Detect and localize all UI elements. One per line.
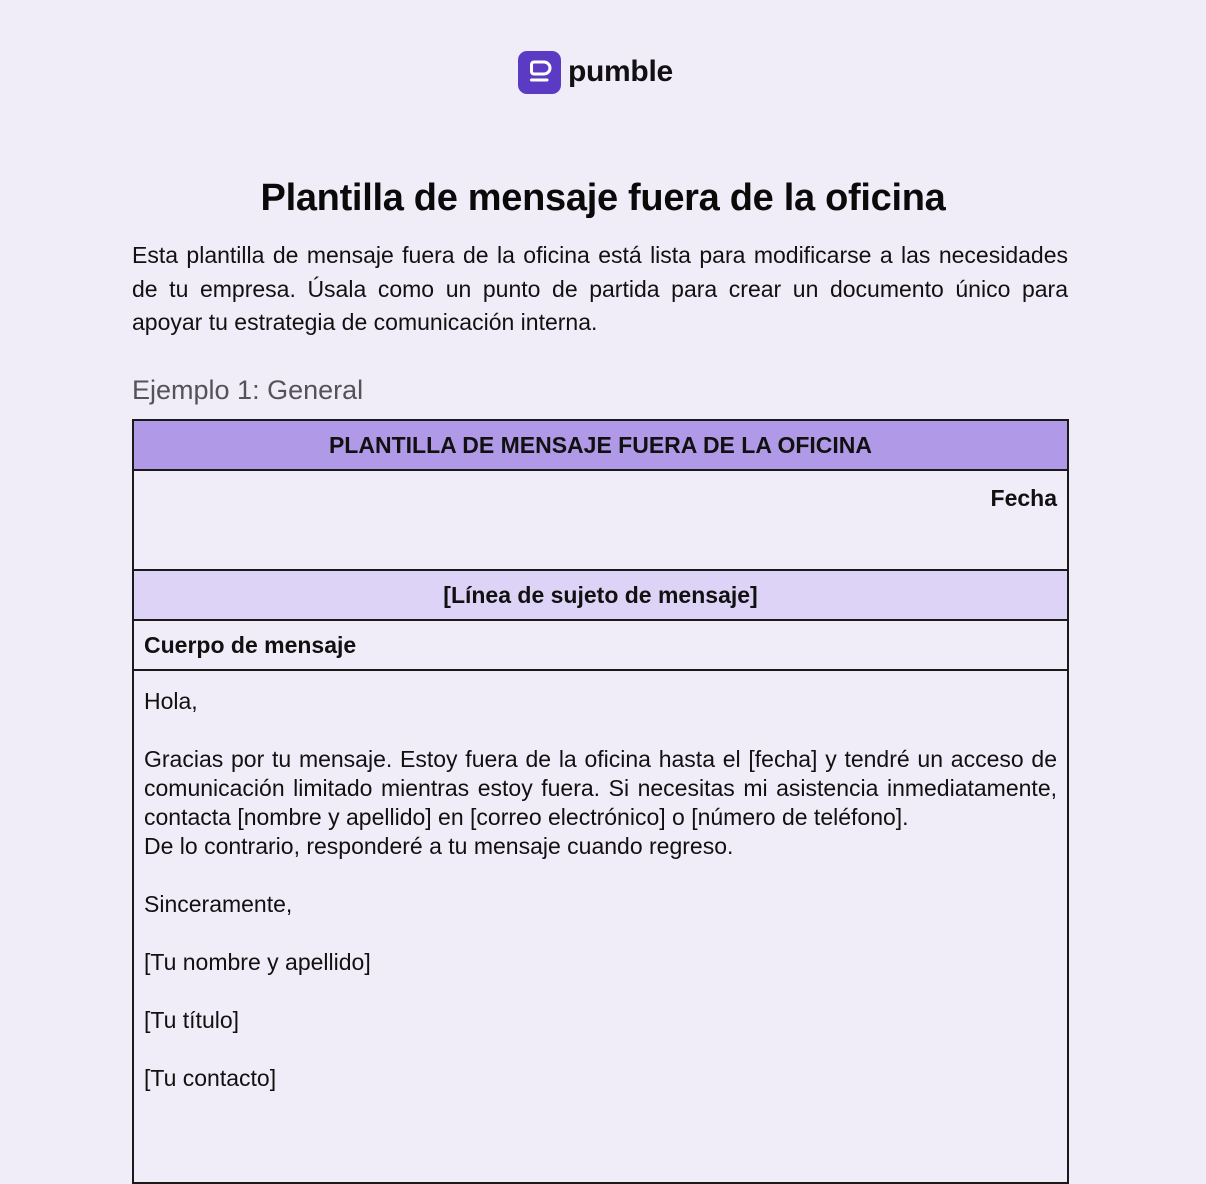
body-row xyxy=(133,670,1068,1183)
body-paragraph: Gracias por tu mensaje. Estoy fuera de la oficina hasta el [fecha] y tendré un acceso de comunicación limitado mientras estoy fuera. Si necesitas mi asistencia inmediatamente, contacta [nombre y apellido] en [correo electrónico] o [número de teléfono]. xyxy=(144,746,1057,830)
pumble-logo xyxy=(518,50,673,94)
table-header-row xyxy=(133,420,1068,470)
body-contact: [Tu contacto] xyxy=(144,1065,277,1091)
pumble-logo-icon xyxy=(518,51,561,94)
body-greeting: Hola, xyxy=(144,688,198,714)
template-table xyxy=(132,419,1069,1184)
body-closing: Sinceramente, xyxy=(144,891,293,917)
body-name: [Tu nombre y apellido] xyxy=(144,949,371,975)
subject-row xyxy=(133,570,1068,620)
table-header: PLANTILLA DE MENSAJE FUERA DE LA OFICINA xyxy=(133,420,1068,470)
page-title: Plantilla de mensaje fuera de la oficina xyxy=(260,177,946,219)
message-body xyxy=(133,670,1068,1183)
date-label: Fecha xyxy=(133,470,1068,570)
body-label: Cuerpo de mensaje xyxy=(133,620,1068,670)
example-heading: Ejemplo 1: General xyxy=(132,375,364,405)
logo-text: pumble xyxy=(568,55,673,88)
subject-line: [Línea de sujeto de mensaje] xyxy=(133,570,1068,620)
body-label-row xyxy=(133,620,1068,670)
intro-paragraph: Esta plantilla de mensaje fuera de la oficina está lista para modificarse a las necesidades de tu empresa. Úsala como un punto de partida para crear un documento único para apoyar tu estrategia de comunicación interna. xyxy=(132,242,1068,335)
body-title: [Tu título] xyxy=(144,1007,240,1033)
body-paragraph-end: De lo contrario, responderé a tu mensaje cuando regreso. xyxy=(144,833,734,859)
date-row xyxy=(133,470,1068,570)
